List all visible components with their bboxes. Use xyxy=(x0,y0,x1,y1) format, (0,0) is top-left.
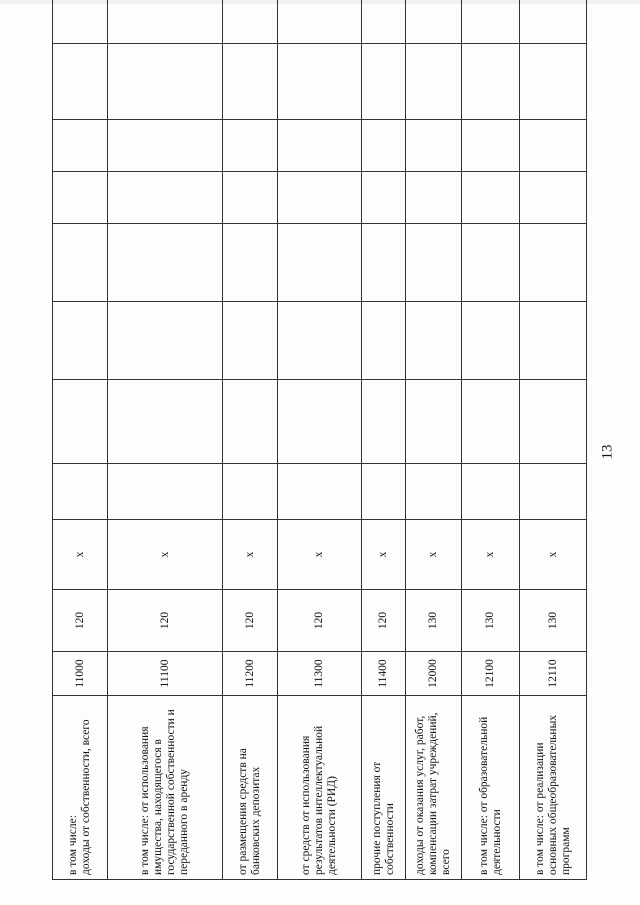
empty-value-cell xyxy=(278,224,362,302)
empty-value-cell xyxy=(108,120,223,172)
empty-value-cell xyxy=(520,0,587,44)
row-name-text: в том числе: от реализации основных общеобразовательных программ xyxy=(533,714,572,875)
row-name-cell xyxy=(406,696,462,880)
empty-value-cell xyxy=(278,0,362,44)
row-mark-cell xyxy=(53,520,108,590)
empty-value-cell xyxy=(108,172,223,224)
empty-value-cell xyxy=(108,224,223,302)
empty-value-cell xyxy=(462,380,520,464)
empty-value-cell xyxy=(223,172,278,224)
table-row xyxy=(108,0,223,880)
row-code-text: 11400 xyxy=(377,659,389,688)
row-code-cell xyxy=(278,652,362,696)
table-row xyxy=(406,0,462,880)
empty-value-cell xyxy=(406,302,462,380)
row-name-text: от размещения средств на банковских депозитах xyxy=(237,748,262,875)
row-name-cell xyxy=(53,696,108,880)
row-kosgu-cell xyxy=(406,590,462,652)
empty-value-cell xyxy=(278,120,362,172)
row-mark-text: х xyxy=(243,551,256,558)
row-kosgu-cell xyxy=(223,590,278,652)
row-kosgu-cell xyxy=(362,590,406,652)
row-kosgu-text: 120 xyxy=(243,611,256,630)
table-body xyxy=(53,0,587,880)
empty-value-cell xyxy=(108,0,223,44)
empty-value-cell xyxy=(462,0,520,44)
row-kosgu-text: 130 xyxy=(546,611,559,630)
row-code-cell xyxy=(406,652,462,696)
row-mark-cell xyxy=(362,520,406,590)
empty-value-cell xyxy=(520,172,587,224)
row-code-cell xyxy=(108,652,223,696)
row-code-cell xyxy=(462,652,520,696)
row-name-cell xyxy=(462,696,520,880)
row-kosgu-cell xyxy=(520,590,587,652)
empty-value-cell xyxy=(278,380,362,464)
empty-value-cell xyxy=(223,120,278,172)
row-mark-text: х xyxy=(427,551,439,558)
row-code-cell xyxy=(520,652,587,696)
table-row xyxy=(223,0,278,880)
row-name-cell xyxy=(278,696,362,880)
row-kosgu-text: 120 xyxy=(158,611,171,630)
row-kosgu-text: 120 xyxy=(313,611,325,630)
row-name-text: доходы от оказания услуг, работ, компенсации затрат учреждений, всего xyxy=(414,712,452,875)
row-kosgu-text: 130 xyxy=(484,611,496,630)
empty-value-cell xyxy=(53,224,108,302)
empty-value-cell xyxy=(362,302,406,380)
empty-value-cell xyxy=(462,172,520,224)
row-code-text: 11000 xyxy=(73,659,86,688)
table-row xyxy=(462,0,520,880)
empty-value-cell xyxy=(53,44,108,120)
empty-value-cell xyxy=(406,172,462,224)
empty-value-cell xyxy=(278,44,362,120)
row-code-cell xyxy=(223,652,278,696)
row-kosgu-text: 120 xyxy=(377,611,389,630)
row-name-text: в том числе: от использования имущества, находящегося в государственной собственности и переданного в аренду xyxy=(139,709,190,875)
empty-value-cell xyxy=(108,464,223,520)
row-code-text: 12110 xyxy=(546,659,559,688)
row-kosgu-text: 120 xyxy=(73,611,86,630)
row-kosgu-cell xyxy=(462,590,520,652)
row-code-cell xyxy=(53,652,108,696)
empty-value-cell xyxy=(462,302,520,380)
financial-table xyxy=(52,0,587,880)
row-name-cell xyxy=(223,696,278,880)
empty-value-cell xyxy=(406,44,462,120)
empty-value-cell xyxy=(462,464,520,520)
row-mark-text: х xyxy=(158,551,171,558)
table-row xyxy=(278,0,362,880)
empty-value-cell xyxy=(223,380,278,464)
row-mark-text: х xyxy=(73,551,86,558)
empty-value-cell xyxy=(278,464,362,520)
empty-value-cell xyxy=(362,0,406,44)
empty-value-cell xyxy=(53,120,108,172)
table-row xyxy=(520,0,587,880)
row-kosgu-cell xyxy=(278,590,362,652)
empty-value-cell xyxy=(362,44,406,120)
row-name-text: от средств от использования результатов интеллектуальной деятельности (РИД) xyxy=(300,725,338,875)
row-name-cell xyxy=(362,696,406,880)
row-kosgu-text: 130 xyxy=(427,611,439,630)
empty-value-cell xyxy=(362,120,406,172)
empty-value-cell xyxy=(362,224,406,302)
row-code-text: 12000 xyxy=(427,659,439,688)
empty-value-cell xyxy=(108,44,223,120)
empty-value-cell xyxy=(520,120,587,172)
empty-value-cell xyxy=(520,464,587,520)
empty-value-cell xyxy=(223,464,278,520)
empty-value-cell xyxy=(520,302,587,380)
row-mark-cell xyxy=(278,520,362,590)
empty-value-cell xyxy=(223,302,278,380)
row-mark-cell xyxy=(223,520,278,590)
row-code-cell xyxy=(362,652,406,696)
row-mark-cell xyxy=(108,520,223,590)
empty-value-cell xyxy=(406,224,462,302)
empty-value-cell xyxy=(362,172,406,224)
empty-value-cell xyxy=(406,380,462,464)
empty-value-cell xyxy=(520,44,587,120)
empty-value-cell xyxy=(278,302,362,380)
empty-value-cell xyxy=(53,464,108,520)
empty-value-cell xyxy=(53,172,108,224)
empty-value-cell xyxy=(53,302,108,380)
row-kosgu-cell xyxy=(53,590,108,652)
empty-value-cell xyxy=(278,172,362,224)
empty-value-cell xyxy=(223,44,278,120)
page-number: 13 xyxy=(599,444,616,460)
row-code-text: 11100 xyxy=(158,659,171,688)
empty-value-cell xyxy=(520,380,587,464)
empty-value-cell xyxy=(462,224,520,302)
empty-value-cell xyxy=(462,44,520,120)
empty-value-cell xyxy=(406,120,462,172)
table-row xyxy=(362,0,406,880)
row-code-text: 11300 xyxy=(313,659,325,688)
empty-value-cell xyxy=(362,380,406,464)
row-mark-cell xyxy=(406,520,462,590)
empty-value-cell xyxy=(108,380,223,464)
empty-value-cell xyxy=(223,0,278,44)
empty-value-cell xyxy=(520,224,587,302)
row-mark-text: х xyxy=(484,551,496,558)
empty-value-cell xyxy=(406,0,462,44)
row-mark-cell xyxy=(462,520,520,590)
empty-value-cell xyxy=(462,120,520,172)
row-mark-text: х xyxy=(313,551,325,558)
row-mark-text: х xyxy=(546,551,559,558)
empty-value-cell xyxy=(53,0,108,44)
row-name-text: в том числе: доходы от собственности, всего xyxy=(67,719,92,875)
row-code-text: 11200 xyxy=(243,659,256,688)
row-name-text: прочие поступления от собственности xyxy=(370,761,396,875)
row-code-text: 12100 xyxy=(484,659,496,688)
empty-value-cell xyxy=(223,224,278,302)
row-name-cell xyxy=(108,696,223,880)
row-name-text: в том числе: от образовательной деятельности xyxy=(477,716,503,875)
empty-value-cell xyxy=(362,464,406,520)
row-kosgu-cell xyxy=(108,590,223,652)
empty-value-cell xyxy=(108,302,223,380)
table-container xyxy=(52,28,586,880)
table-row xyxy=(53,0,108,880)
row-mark-cell xyxy=(520,520,587,590)
row-mark-text: х xyxy=(377,551,389,558)
row-name-cell xyxy=(520,696,587,880)
empty-value-cell xyxy=(406,464,462,520)
empty-value-cell xyxy=(53,380,108,464)
